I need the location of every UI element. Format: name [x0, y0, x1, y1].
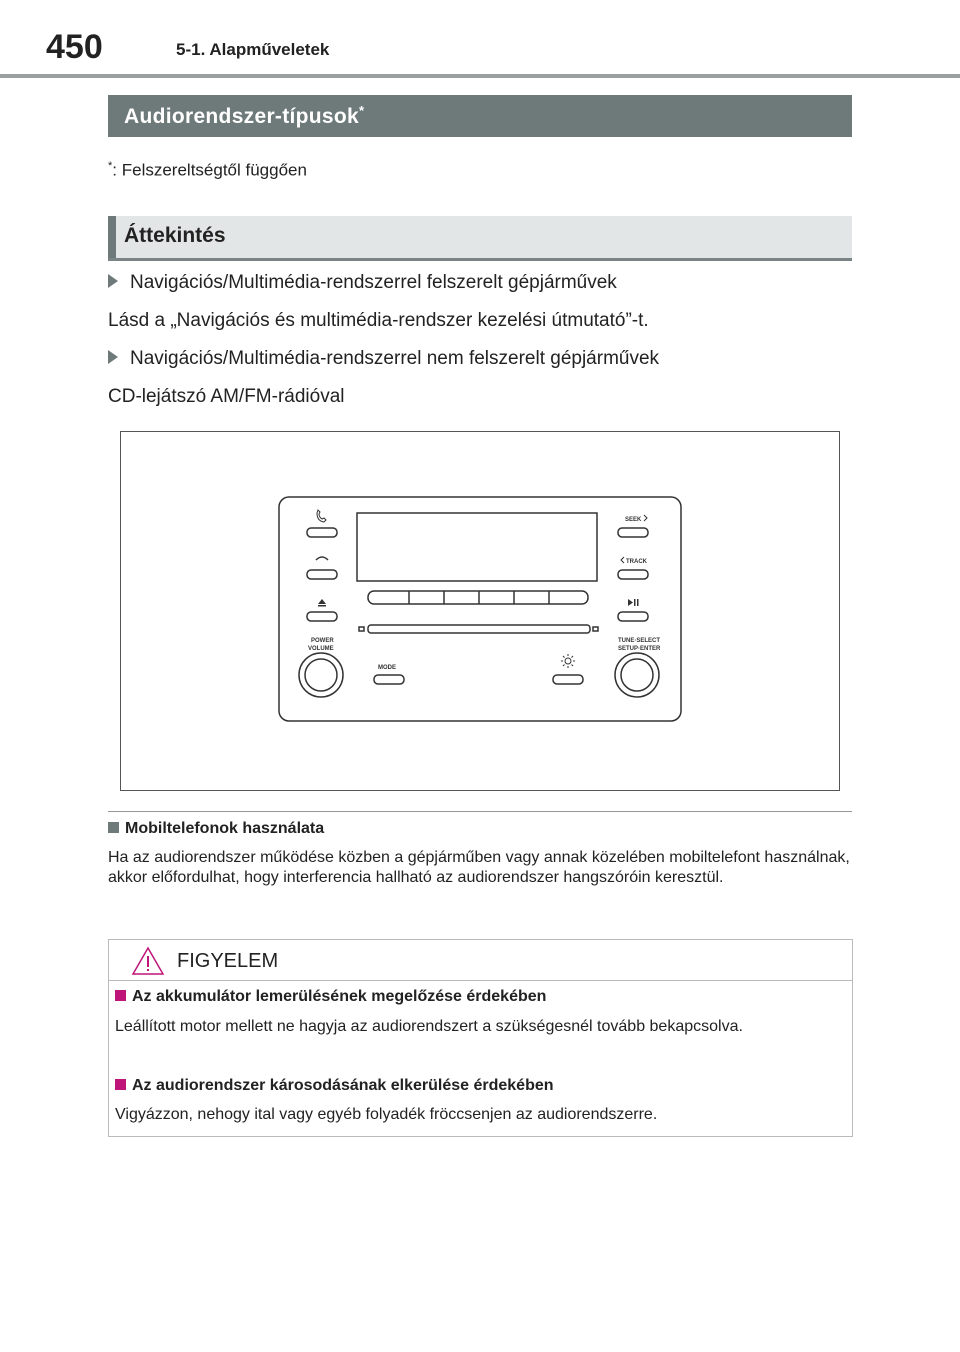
mode-button [374, 675, 404, 684]
warning-section-text: Vigyázzon, nehogy ital vagy egyéb folyadék fröccsenjen az audiorendszerre. [115, 1106, 658, 1123]
seek-arrow-icon [644, 515, 647, 521]
volume-label: VOLUME [308, 646, 334, 652]
setup-enter-label: SETUP·ENTER [618, 646, 661, 652]
warning-section-title-text: Az akkumulátor lemerülésének megelőzése érdekében [132, 988, 547, 1005]
preset-buttons [368, 591, 588, 604]
square-bullet-icon [115, 1079, 126, 1090]
note-title [108, 820, 324, 838]
arrow-item-text: Navigációs/Multimédia-rendszerrel felszerelt gépjárművek [130, 272, 617, 293]
footnote-text: : Felszereltségtől függően [112, 160, 307, 180]
seek-button [618, 528, 648, 537]
play-pause-button [618, 612, 648, 621]
cd-slot [368, 625, 590, 633]
page-number: 450 [46, 28, 103, 66]
brightness-button [553, 675, 583, 684]
track-button [618, 570, 648, 579]
sub-heading-accent [108, 216, 116, 258]
section-title: 5-1. Alapműveletek [176, 40, 330, 59]
warning-triangle-icon [131, 946, 165, 976]
note-text: Ha az audiorendszer működése közben a gépjárműben vagy annak közelében mobiltelefont használnak, akkor előfordulhat, hogy interferencia hallható az audiorendszer hangszóróin keresztül. [108, 849, 850, 886]
mode-label: MODE [378, 665, 396, 671]
body-paragraph: CD-lejátszó AM/FM-rádióval [108, 386, 345, 407]
display-screen [357, 513, 597, 581]
body-paragraph: Lásd a „Navigációs és multimédia-rendszer kezelési útmutató”-t. [108, 310, 649, 331]
main-heading-text: Audiorendszer-típusok [124, 105, 359, 128]
tune-select-label: TUNE·SELECT [618, 638, 660, 644]
eject-icon [318, 599, 326, 607]
arrow-bullet-icon [108, 274, 118, 288]
main-heading [108, 95, 852, 137]
phone-call-icon [317, 510, 326, 522]
track-arrow-icon [621, 557, 624, 563]
seek-label: SEEK [625, 517, 642, 523]
divider [108, 811, 852, 812]
brightness-icon [561, 654, 575, 668]
note-title-text: Mobiltelefonok használata [125, 820, 325, 837]
arrow-item [108, 272, 617, 294]
audio-unit-drawing [121, 432, 839, 790]
warning-label: FIGYELEM [177, 950, 279, 972]
power-label: POWER [311, 638, 334, 644]
sub-heading [108, 216, 852, 261]
phone-call-button [307, 528, 337, 537]
square-bullet-icon [108, 822, 119, 833]
warning-box [108, 939, 853, 1137]
track-label: TRACK [626, 559, 647, 565]
header-divider [0, 74, 960, 78]
phone-hangup-button [307, 570, 337, 579]
warning-section-title-text: Az audiorendszer károsodásának elkerülése érdekében [132, 1077, 554, 1094]
main-heading-asterisk: * [358, 103, 365, 118]
arrow-item [108, 348, 659, 370]
audio-unit-figure [120, 431, 840, 791]
footnote-marker: * [108, 160, 113, 172]
arrow-bullet-icon [108, 350, 118, 364]
square-bullet-icon [115, 990, 126, 1001]
footnote [108, 160, 307, 181]
sub-heading-text: Áttekintés [124, 224, 226, 247]
phone-hangup-icon [316, 557, 328, 560]
warning-section-title [115, 988, 546, 1006]
eject-button [307, 612, 337, 621]
warning-header [109, 940, 852, 981]
play-pause-icon [628, 599, 639, 606]
arrow-item-text: Navigációs/Multimédia-rendszerrel nem felszerelt gépjárművek [130, 348, 660, 369]
warning-section-text: Leállított motor mellett ne hagyja az audiorendszert a szükségesnél tovább bekapcsolva. [115, 1018, 743, 1035]
warning-section-title [115, 1077, 554, 1095]
